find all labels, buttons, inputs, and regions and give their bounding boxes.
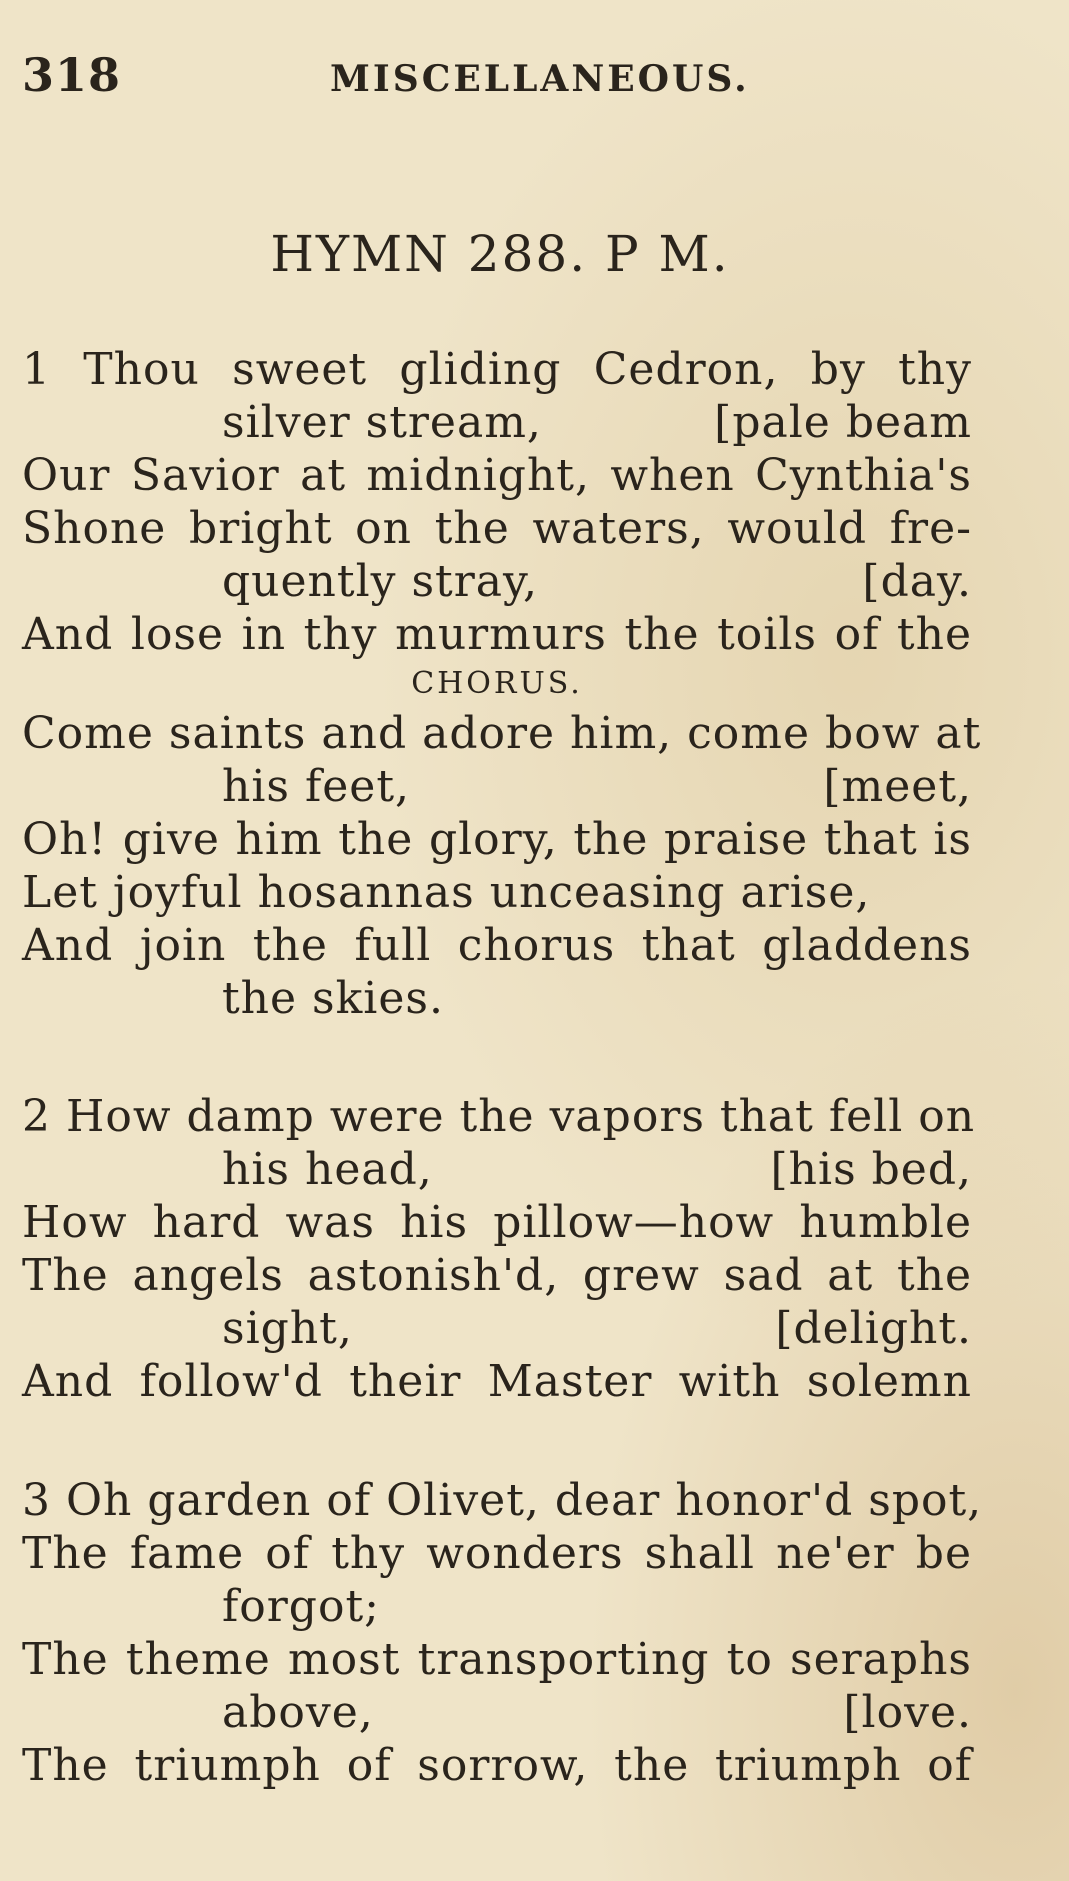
verse-line: Our Savior at midnight, when Cynthia's — [22, 450, 972, 501]
verse-line: And lose in thy murmurs the toils of the — [22, 609, 972, 660]
chorus-line: Oh! give him the glory, the praise that is — [22, 814, 972, 865]
verse-line: Shone bright on the waters, would fre- — [22, 503, 972, 554]
verse-line: The triumph of sorrow, the triumph of — [22, 1740, 972, 1791]
verse-line: 1 Thou sweet gliding Cedron, by thy — [22, 344, 972, 395]
verse-line-bracket: [delight. — [775, 1303, 972, 1354]
verse-line — [22, 555, 972, 608]
verse-line-text: above, — [222, 1687, 374, 1738]
verse-line: The angels astonish'd, grew sad at the — [22, 1250, 972, 1301]
verse-line-text: sight, — [222, 1303, 353, 1354]
verse-line — [22, 1143, 972, 1196]
verse-line-bracket: [pale beam — [714, 397, 972, 448]
chorus-line: Come saints and adore him, come bow at — [22, 708, 982, 759]
chorus-label: CHORUS. — [411, 666, 583, 701]
verse-3 — [22, 1474, 983, 1792]
verse-line-text: silver stream, — [222, 397, 542, 448]
verse-line — [22, 1302, 972, 1355]
verse-line-bracket: [his bed, — [770, 1144, 972, 1195]
page-header — [22, 48, 1022, 108]
hymn-title: HYMN 288. P M. — [270, 225, 730, 283]
verse-line-bracket: [day. — [862, 556, 972, 607]
verse-line: The theme most transporting to seraphs — [22, 1634, 972, 1685]
verse-line-text: quently stray, — [222, 556, 539, 607]
running-head: MISCELLANEOUS. — [330, 58, 750, 100]
page-number: 318 — [22, 48, 122, 102]
verse-line: How hard was his pillow—how humble — [22, 1197, 972, 1248]
verse-line: 3 Oh garden of Olivet, dear honor'd spot, — [22, 1475, 983, 1526]
chorus-line: the skies. — [222, 973, 444, 1024]
verse-line-text: his head, — [222, 1144, 433, 1195]
chorus-line-bracket: [meet, — [823, 761, 972, 812]
verse-line: And follow'd their Master with solemn — [22, 1356, 972, 1407]
chorus-line — [22, 760, 972, 813]
chorus-line: Let joyful hosannas unceasing arise, — [22, 867, 871, 918]
verse-2 — [22, 1090, 976, 1408]
verse-line: The fame of thy wonders shall ne'er be — [22, 1528, 972, 1579]
chorus-line-text: his feet, — [222, 761, 411, 812]
verse-1 — [22, 343, 982, 1025]
chorus-line: And join the full chorus that gladdens — [22, 920, 972, 971]
verse-line: 2 How damp were the vapors that fell on — [22, 1091, 976, 1142]
verse-line — [22, 396, 972, 449]
verse-line — [22, 1686, 972, 1739]
verse-line: forgot; — [222, 1581, 380, 1632]
verse-line-bracket: [love. — [843, 1687, 972, 1738]
